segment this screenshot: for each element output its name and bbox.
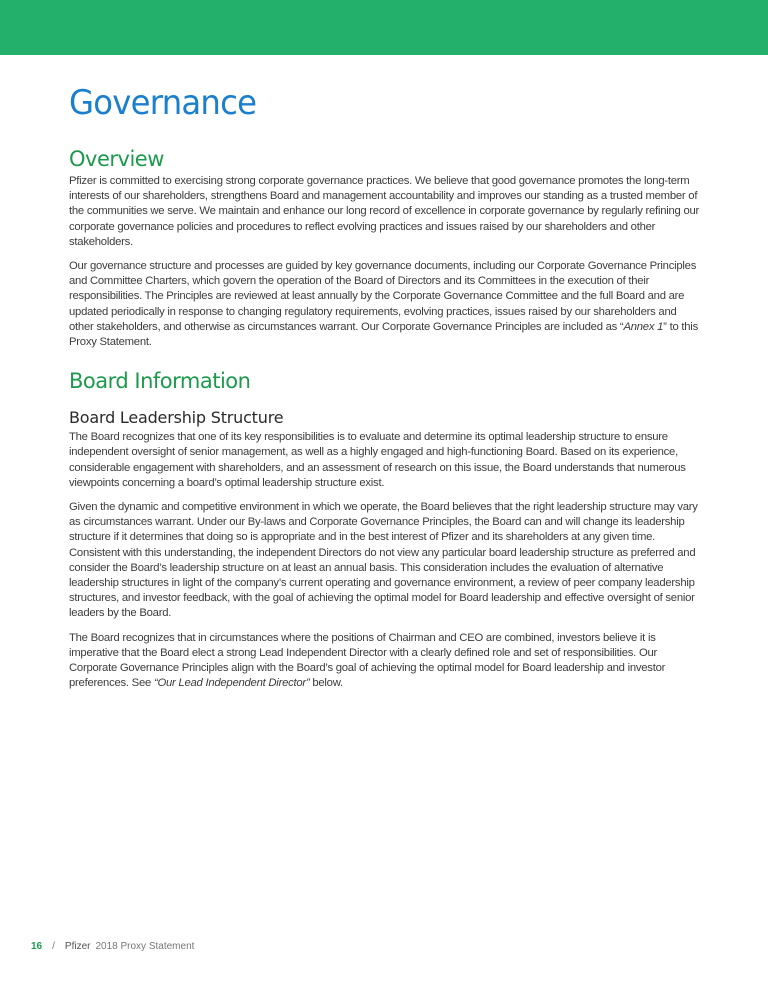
board-leadership-heading: Board Leadership Structure (69, 408, 284, 428)
footer-separator: / (52, 941, 55, 952)
leadership-paragraph-2: Given the dynamic and competitive environment in which we operate, the Board believes that the right leadership structure may vary as circumstances warrant. Under our By-laws and Corporate Governance Principles, the Board can and will change its leadership structure if it determines that doing so is appropriate and in the best interest of Pfizer and its shareholders at any given time. Consistent with this understanding, the independent Directors do not view any particular board leadership structure as preferred and consider the Board’s leadership structure on at least an annual basis. This consideration includes the evaluation of alternative leadership structures in light of the company’s current operating and governance environment, a review of peer company leadership structures, and investor feedback, with the goal of achieving the optimal model for Board leadership and effective oversight of senior leaders by the Board. (69, 501, 698, 620)
page-number: 16 (31, 941, 43, 952)
overview-paragraph-2 (69, 259, 701, 350)
annex-reference: Annex 1 (623, 320, 664, 333)
footer-brand: Pfizer (64, 941, 91, 952)
leadership-paragraph-1: The Board recognizes that one of its key responsibilities is to evaluate and determine its optimal leadership structure to ensure independent oversight of senior management, as well as a highly engaged and high-functioning Board. Based on its experience, considerable engagement with shareholders, and an assessment of research on this issue, the Board understands that numerous viewpoints concerning a board’s optimal leadership structure exist. (69, 431, 686, 489)
leadership-p3-text: The Board recognizes that in circumstances where the positions of Chairman and CEO are combined, investors believe it is imperative that the Board elect a strong Lead Independent Director with a clearly defined role and set of responsibilities. Our Corporate Governance Principles align with the Board’s goal of achieving the optimal model for Board leadership and investor preferences. See (69, 631, 666, 690)
page-title: Governance (69, 83, 257, 123)
leadership-p3-tail: below. (309, 677, 343, 690)
page-content (69, 80, 701, 691)
page-footer (31, 941, 194, 952)
footer-doc-title: 2018 Proxy Statement (95, 941, 195, 952)
leadership-paragraph-3 (69, 631, 701, 692)
overview-p2-tail: ” to this Proxy Statement. (69, 320, 698, 349)
overview-heading: Overview (69, 147, 164, 171)
overview-p2-text: Our governance structure and processes are guided by key governance documents, including our Corporate Governance Principles and Committee Charters, which govern the operation of the Board of Directors and its Committees in the execution of their responsibilities. The Principles are reviewed at least annually by the Corporate Governance Committee and the full Board and are updated periodically in response to changing regulatory requirements, evolving practices, issues raised by our shareholders and other stakeholders, and otherwise as circumstances warrant. Our Corporate Governance Principles are included as “ (69, 260, 697, 333)
overview-paragraph-1: Pfizer is committed to exercising strong corporate governance practices. We believe that good governance promotes the long-term interests of our shareholders, strengthens Board and management accountability and improves our standing as a trusted member of the communities we serve. We maintain and enhance our long record of excellence in corporate governance by regularly refining our corporate governance policies and procedures to reflect evolving practices and issues raised by our shareholders and other stakeholders. (69, 175, 700, 248)
lead-director-reference: “Our Lead Independent Director” (153, 677, 310, 690)
header-band (0, 0, 768, 55)
board-information-heading: Board Information (69, 369, 251, 394)
